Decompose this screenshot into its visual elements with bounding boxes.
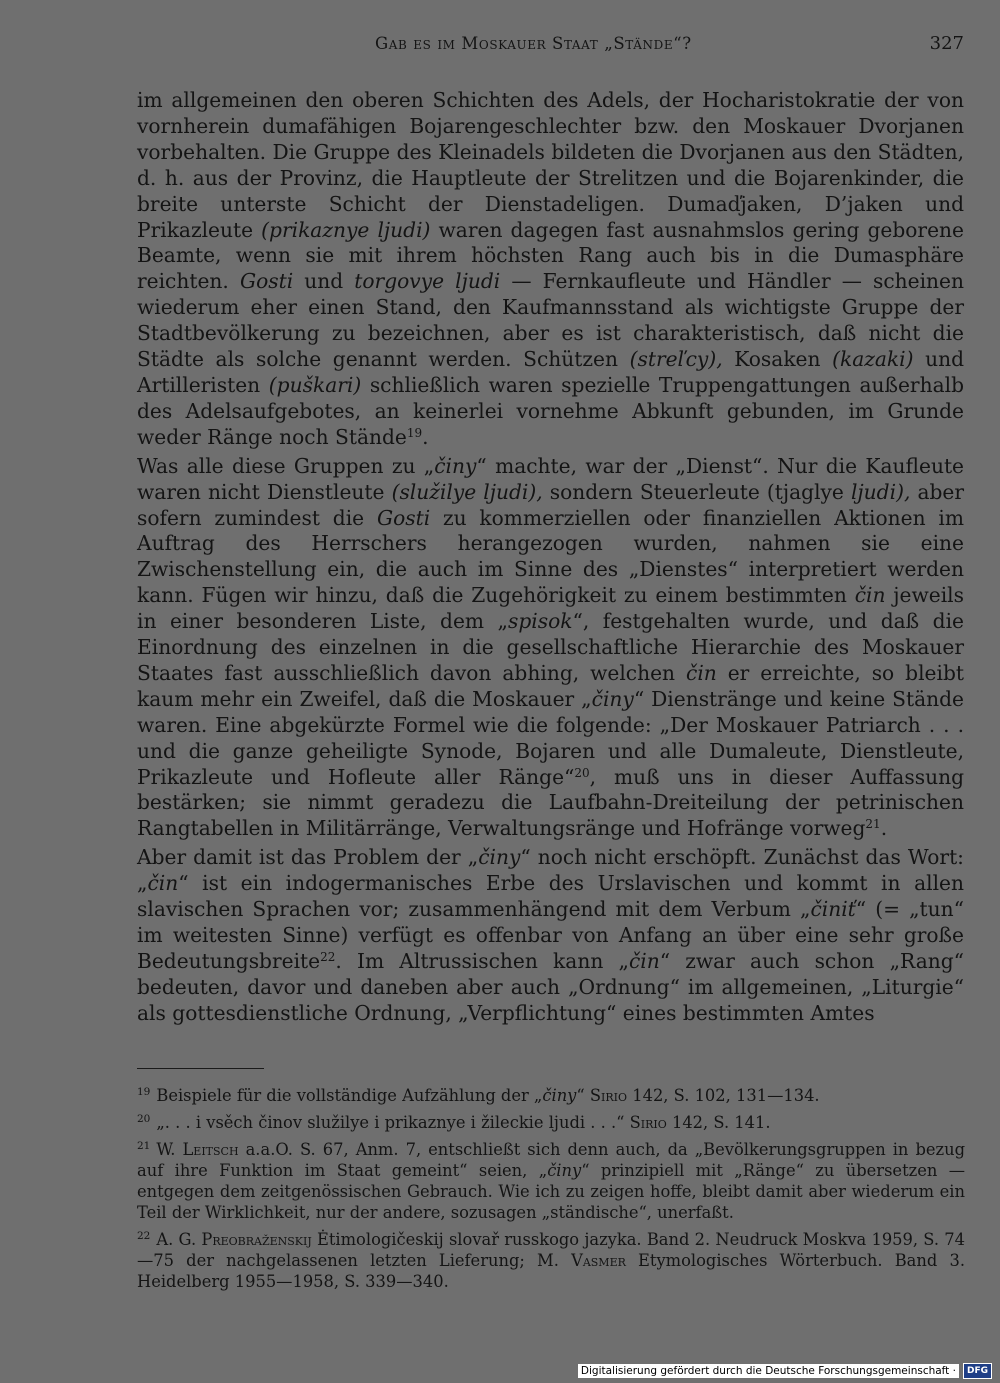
italic-term: činy bbox=[591, 686, 634, 711]
text-run: “ (= „tun“ im weitesten Sinne) verfügt es offenbar von Anfang an über eine sehr große Bedeutungsbreite bbox=[137, 897, 964, 973]
paragraph bbox=[137, 88, 964, 451]
paragraph bbox=[137, 454, 964, 843]
footnote-ref: 19 bbox=[137, 1086, 151, 1098]
italic-term: Gosti bbox=[376, 505, 431, 530]
text-run: “, festgehalten wurde, und daß die Einordnung des einzelnen in die gesellschaftliche Hierarchie des Moskauer Staates fast ausschließlich davon abhing, welchen bbox=[137, 609, 964, 685]
text-run: “ machte, war der „Dienst“. Nur die Kaufleute waren nicht Dienstleute bbox=[137, 453, 964, 504]
italic-term: (kazaki) bbox=[832, 347, 914, 372]
text-run: . Im Altrussischen kann „ bbox=[335, 948, 629, 973]
footnote-divider bbox=[137, 1068, 264, 1069]
author-name: Preobraženskij bbox=[201, 1230, 312, 1249]
text-run: “ bbox=[576, 1086, 590, 1105]
text-run: Ėtimologičeskij slovař russkogo jazyka. Band 2. Neudruck Moskva 1959, S. 74—75 der nachgelassenen letzten Lieferung; M. bbox=[137, 1230, 965, 1270]
text-run: „. . . i vsěch činov služilye i prikaznye i žileckie ljudi . . .“ bbox=[156, 1113, 630, 1132]
footnote-ref: 20 bbox=[574, 765, 590, 780]
text-run: “ noch nicht erschöpft. Zunächst das Wort: „ bbox=[137, 845, 964, 896]
text-run: und Artilleristen bbox=[137, 347, 964, 397]
text-run: . bbox=[422, 424, 429, 449]
footnote-19 bbox=[137, 1085, 965, 1106]
footnote-22 bbox=[137, 1229, 965, 1292]
footnote-ref: 19 bbox=[406, 425, 423, 440]
text-run: waren dagegen fast ausnahmslos gering geborene Beamte, wenn sie mit ihrem höchsten Rang auch bis in die Dumasphäre reichten. bbox=[137, 217, 964, 294]
footnotes bbox=[137, 1085, 965, 1298]
author-name: Sirio bbox=[629, 1113, 667, 1132]
author-name: Leitsch bbox=[182, 1140, 239, 1159]
italic-term: činy bbox=[547, 1161, 582, 1180]
page-number: 327 bbox=[929, 33, 964, 54]
italic-term: činy bbox=[478, 845, 521, 870]
italic-term: činy bbox=[542, 1086, 577, 1105]
italic-term: torgovye ljudi bbox=[354, 269, 501, 294]
italic-term: čin bbox=[147, 871, 179, 896]
italic-term: Gosti bbox=[239, 269, 294, 294]
text-run: 142, S. 141. bbox=[666, 1113, 771, 1132]
footnote-ref: 20 bbox=[137, 1113, 151, 1125]
italic-term: čin bbox=[686, 660, 717, 685]
text-run: Aber damit ist das Problem der „ bbox=[137, 845, 479, 870]
running-title: Gab es im Moskauer Staat „Stände“? bbox=[375, 34, 692, 53]
text-run: , muß uns in dieser Auffassung bestärken; sie nimmt geradezu die Laufbahn-Dreiteilung der petrinischen Rangtabellen in Militärränge, Verwaltungsränge und Hofränge vorweg bbox=[137, 764, 964, 841]
text-run: “ zwar auch schon „Rang“ bedeuten, davor und daneben aber auch „Ordnung“ im allgemeinen, „Liturgie“ als gottesdienstliche Ordnung, „Verpflichtung“ eines bestimmten Amtes bbox=[137, 948, 964, 1025]
text-run: im allgemeinen den oberen Schichten des Adels, der Hocharistokratie der von vornherein dumafähigen Bojarengeschlechter bzw. den Moskauer Dvorjanen vorbehalten. Die Gruppe des Kleinadels bildeten die Dvorjanen aus den Städten, d. h. aus der Provinz, die Hauptleute der Strelitzen und die Bojarenkinder, die breite unterste Schicht der Dienstadeligen. Dumaďjaken, D’jaken und Prikazleute bbox=[137, 88, 964, 242]
italic-term: činy bbox=[434, 453, 477, 478]
author-name: Sirio bbox=[589, 1086, 628, 1105]
text-run: jeweils in einer besonderen Liste, dem „ bbox=[137, 583, 964, 634]
text-run: und bbox=[293, 269, 355, 294]
footnote-ref: 22 bbox=[320, 949, 336, 964]
italic-term: ljudi), bbox=[850, 479, 911, 504]
italic-term: čin bbox=[854, 583, 886, 608]
text-run: aber sofern zumindest die bbox=[137, 479, 964, 530]
dfg-logo-icon: DFG bbox=[963, 1363, 992, 1379]
italic-term: (služilye ljudi), bbox=[391, 479, 543, 504]
footnote-ref: 21 bbox=[137, 1140, 151, 1152]
footnote-20 bbox=[137, 1112, 965, 1133]
text-run: a.a.O. S. 67, Anm. 7, entschließt sich denn auch, da „Bevölkerungsgruppen in bezug auf ihre Funktion im Staat gemeint“ seien, „ bbox=[137, 1140, 965, 1180]
credit-text: Digitalisierung gefördert durch die Deutsche Forschungsgemeinschaft · bbox=[578, 1364, 959, 1378]
italic-term: (streľcy), bbox=[629, 347, 723, 372]
digitization-credit bbox=[578, 1363, 992, 1379]
text-run: “ ist ein indogermanisches Erbe des Urslavischen und kommt in allen slavischen Sprachen vor; zusammenhängend mit dem Verbum „ bbox=[137, 871, 964, 922]
text-run: “ Dienstränge und keine Stände waren. Eine abgekürzte Formel wie die folgende: „Der Moskauer Patriarch . . . und die ganze geheiligte Synode, Bojaren und alle Dumaleute, Dienstleute, Prikazleute und Hofleute aller Ränge“ bbox=[137, 686, 964, 789]
text-run: schließlich waren spezielle Truppengattungen außerhalb des Adelsaufgebotes, an keinerlei vornehme Abkunft gebunden, im Grunde weder Ränge noch Stände bbox=[137, 372, 964, 449]
paragraph bbox=[137, 845, 964, 1026]
body-text bbox=[137, 88, 964, 1030]
text-run: A. G. bbox=[156, 1230, 202, 1249]
author-name: Vasmer bbox=[571, 1251, 626, 1270]
text-run: Kosaken bbox=[722, 347, 833, 372]
text-run: Etymologisches Wörterbuch. Band 3. Heidelberg 1955—1958, S. 339—340. bbox=[137, 1251, 966, 1291]
text-run: “ prinzipiell mit „Ränge“ zu übersetzen — entgegen dem zeitgenössischen Gebrauch. Wie ich zu zeigen hoffe, bleibt damit aber wiederum ein Teil der Wirklichkeit, nur der andere, sozusagen „ständische“, unerfaßt. bbox=[137, 1161, 965, 1222]
text-run: er erreichte, so bleibt kaum mehr ein Zweifel, daß die Moskauer „ bbox=[137, 660, 964, 711]
footnote-ref: 22 bbox=[137, 1230, 151, 1242]
text-run: . bbox=[880, 816, 888, 841]
text-run: Beispiele für die vollständige Aufzählung der „ bbox=[156, 1086, 543, 1105]
text-run: zu kommerziellen oder finanziellen Aktionen im Auftrag des Herrschers herangezogen wurden, nahmen sie eine Zwischenstellung ein, die auch im Sinne des „Dienstes“ interpretiert werden kann. Fügen wir hinzu, daß die Zugehörigkeit zu einem bestimmten bbox=[137, 505, 964, 608]
footnote-ref: 21 bbox=[865, 817, 881, 832]
footnote-21 bbox=[137, 1139, 965, 1223]
text-run: sondern Steuerleute (tjaglye bbox=[542, 479, 851, 504]
text-run: W. bbox=[156, 1140, 183, 1159]
text-run: Was alle diese Gruppen zu „ bbox=[137, 453, 435, 478]
page-header bbox=[137, 34, 964, 60]
text-run: — Fernkaufleute und Händler — scheinen wiederum eher einen Stand, den Kaufmannsstand als wichtigste Gruppe der Stadtbevölkerung zu bezeichnen, aber es ist charakteristisch, daß nicht die Städte als solche genannt werden. Schützen bbox=[137, 269, 964, 372]
italic-term: (puškari) bbox=[268, 372, 362, 397]
text-run: 142, S. 102, 131—134. bbox=[627, 1086, 820, 1105]
italic-term: činiť bbox=[810, 897, 856, 922]
italic-term: spisok bbox=[508, 609, 573, 634]
italic-term: (prikaznye ljudi) bbox=[261, 217, 431, 242]
italic-term: čin bbox=[628, 948, 660, 973]
